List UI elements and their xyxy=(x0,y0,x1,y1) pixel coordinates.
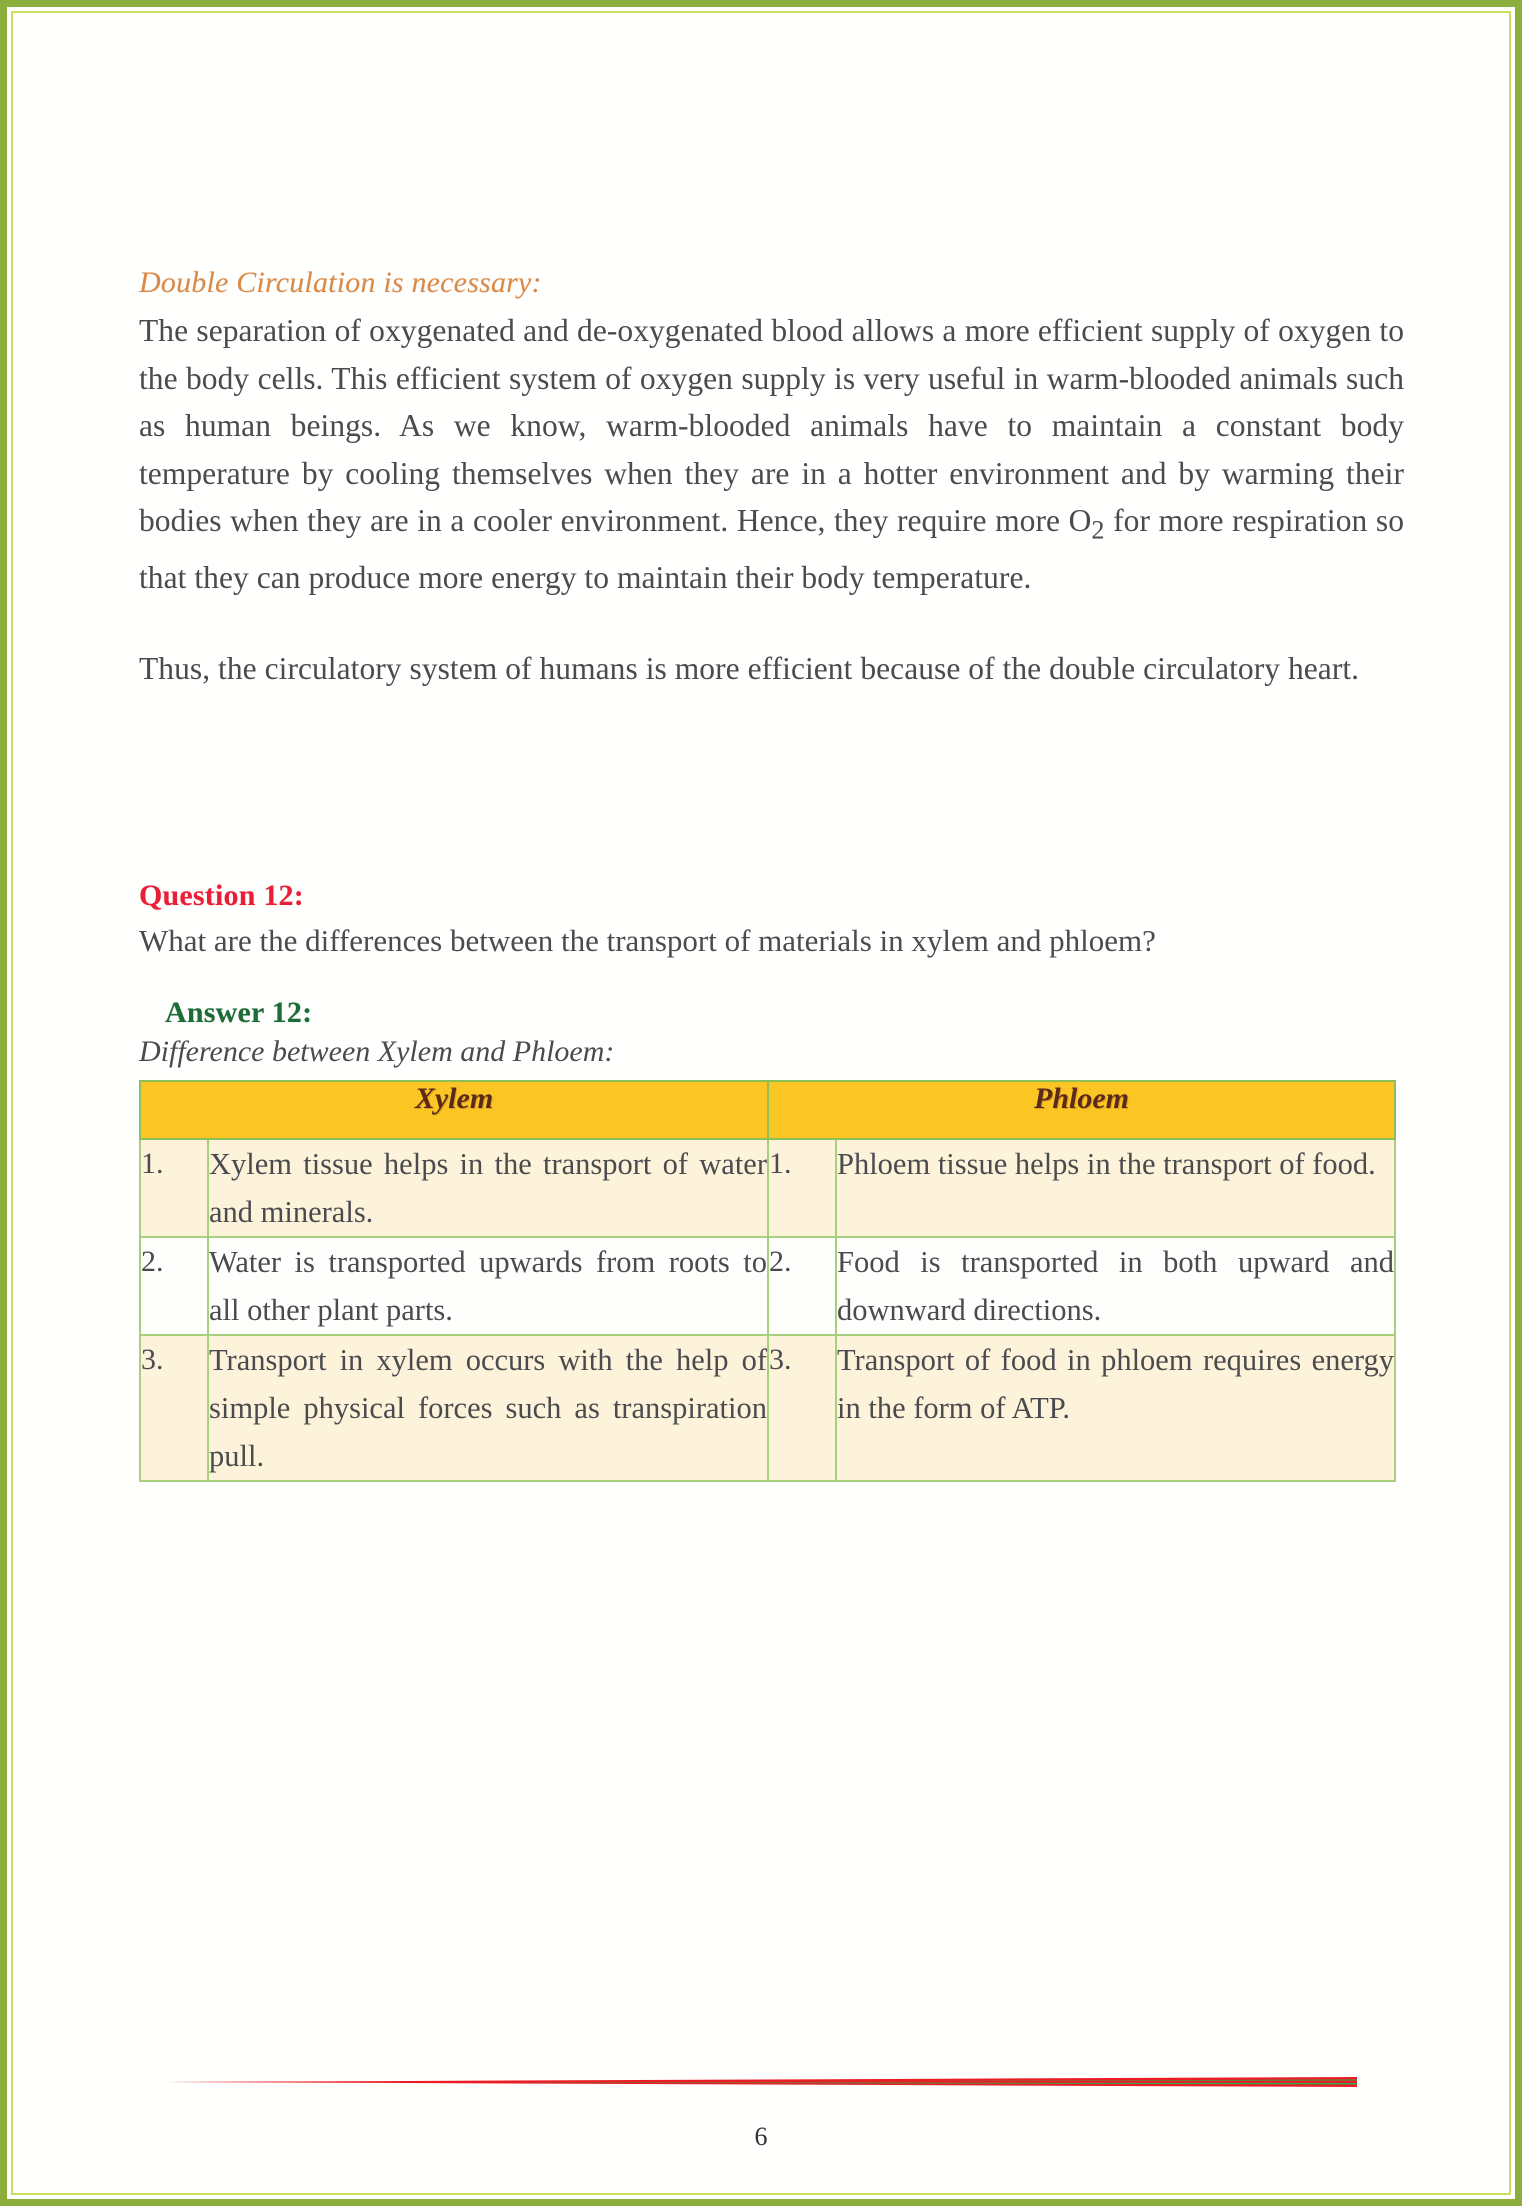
row-3-phloem-number: 3. xyxy=(768,1335,836,1481)
row-2-xylem-number: 2. xyxy=(140,1237,208,1335)
xylem-phloem-comparison-table xyxy=(139,1080,1396,1482)
answer-label: Answer 12: xyxy=(165,995,313,1029)
page-number: 6 xyxy=(754,2122,768,2151)
oxygen-subscript: 2 xyxy=(1091,515,1105,545)
document-content xyxy=(139,265,1404,1482)
answer-subtitle: Difference between Xylem and Phloem: xyxy=(139,1034,615,1068)
paragraph-part-2: for more respiration so that they can produce more energy to maintain their body temperature. xyxy=(139,503,1404,595)
table-row xyxy=(140,1139,1395,1237)
table-row xyxy=(140,1335,1395,1481)
row-3-phloem-text: Transport of food in phloem requires energy in the form of ATP. xyxy=(836,1335,1395,1481)
table-header-xylem: Xylem xyxy=(140,1081,768,1139)
row-3-xylem-number: 3. xyxy=(140,1335,208,1481)
spacer xyxy=(139,601,1404,645)
section-heading: Double Circulation is necessary: xyxy=(139,266,542,299)
row-1-xylem-number: 1. xyxy=(140,1139,208,1237)
paragraph-part-1: The separation of oxygenated and de-oxygenated blood allows a more efficient supply of oxygen to the body cells. This efficient system of oxygen supply is very useful in warm-blooded animals such as human beings. As we know, warm-blooded animals have to maintain a constant body temperature by cooling themselves when they are in a hotter environment and by warming their bodies when they are in a cooler environment. Hence, they require more O xyxy=(139,313,1404,538)
question-text: What are the differences between the transport of materials in xylem and phloem? xyxy=(139,922,1156,958)
table-header-row xyxy=(140,1081,1395,1139)
footer-divider xyxy=(162,2075,1357,2089)
row-2-phloem-number: 2. xyxy=(768,1237,836,1335)
table-header-phloem: Phloem xyxy=(768,1081,1395,1139)
question-label: Question 12: xyxy=(139,878,304,912)
table-row xyxy=(140,1237,1395,1335)
row-1-phloem-number: 1. xyxy=(768,1139,836,1237)
paragraph-conclusion: Thus, the circulatory system of humans is more efficient because of the double circulatory heart. xyxy=(139,651,1360,687)
row-1-phloem-text: Phloem tissue helps in the transport of food. xyxy=(836,1139,1395,1237)
row-3-xylem-text: Transport in xylem occurs with the help of simple physical forces such as transpiration pull. xyxy=(208,1335,768,1481)
row-1-xylem-text: Xylem tissue helps in the transport of water and minerals. xyxy=(208,1139,768,1237)
row-2-xylem-text: Water is transported upwards from roots to all other plant parts. xyxy=(208,1237,768,1335)
spacer xyxy=(139,963,1404,996)
footer-divider-icon xyxy=(162,2075,1357,2089)
paragraph-double-circulation xyxy=(139,307,1404,601)
row-2-phloem-text: Food is transported in both upward and downward directions. xyxy=(836,1237,1395,1335)
spacer xyxy=(139,693,1404,879)
